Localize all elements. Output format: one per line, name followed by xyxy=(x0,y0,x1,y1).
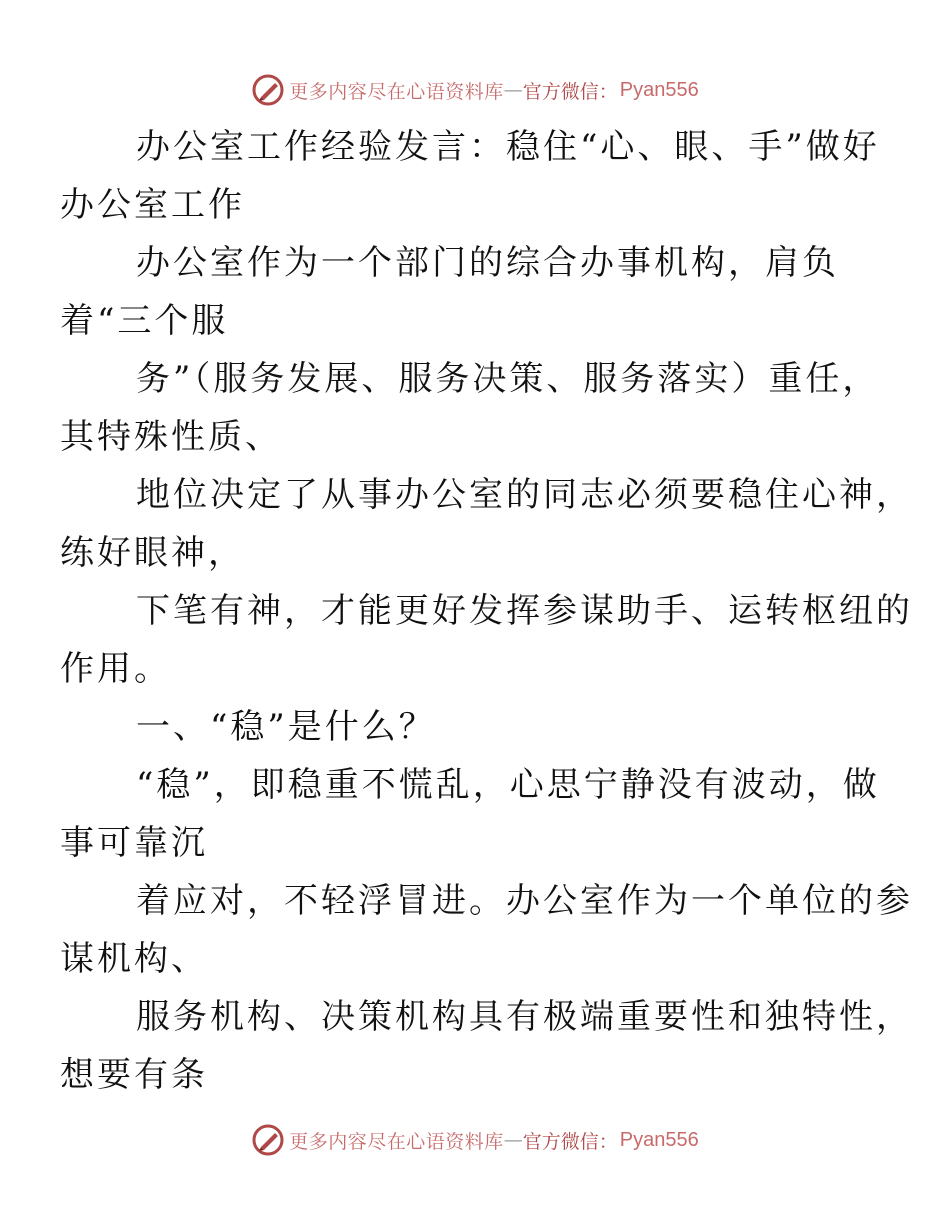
watermark-site-text: 更多内容尽在心语资料库 xyxy=(289,1130,504,1153)
footer-watermark xyxy=(0,1120,950,1160)
text-line: 办公室作为一个部门的综合办事机构，肩负 xyxy=(136,243,839,283)
text-line: 办公室工作经验发言：稳住“心、眼、手”做好 xyxy=(136,127,880,167)
watermark-account: Pyan556 xyxy=(619,78,699,101)
text-line: 下笔有神，才能更好发挥参谋助手、运转枢纽的 xyxy=(136,591,913,631)
text-line: 其特殊性质、 xyxy=(60,417,282,457)
text-line: “稳”，即稳重不慌乱，心思宁静没有波动，做 xyxy=(136,765,880,805)
text-line: 着“三个服 xyxy=(60,301,229,341)
text-line: 事可靠沉 xyxy=(60,823,208,863)
text-line: 着应对，不轻浮冒进。办公室作为一个单位的参 xyxy=(136,881,913,921)
text-line: 地位决定了从事办公室的同志必须要稳住心神， xyxy=(136,475,913,515)
watermark-separator: — xyxy=(503,1129,523,1151)
text-line: 作用。 xyxy=(60,649,171,689)
watermark-account: Pyan556 xyxy=(619,1128,699,1151)
pen-logo-icon xyxy=(251,1123,285,1157)
text-line: 谋机构、 xyxy=(60,939,208,979)
section-heading: 一、“稳”是什么？ xyxy=(136,707,436,747)
text-line: 练好眼神， xyxy=(60,533,245,573)
pen-logo-icon xyxy=(251,73,285,107)
watermark-label: 官方微信： xyxy=(522,80,618,103)
watermark-label: 官方微信： xyxy=(522,1130,618,1153)
text-line: 想要有条 xyxy=(60,1055,208,1095)
header-watermark xyxy=(0,70,950,110)
document-text xyxy=(60,118,913,1104)
document-body xyxy=(60,118,913,1104)
text-line: 服务机构、决策机构具有极端重要性和独特性， xyxy=(136,997,913,1037)
watermark-site-text: 更多内容尽在心语资料库 xyxy=(289,80,504,103)
text-line: 务”（服务发展、服务决策、服务落实）重任， xyxy=(136,359,880,399)
watermark-separator: — xyxy=(503,79,523,101)
text-line: 办公室工作 xyxy=(60,185,245,225)
